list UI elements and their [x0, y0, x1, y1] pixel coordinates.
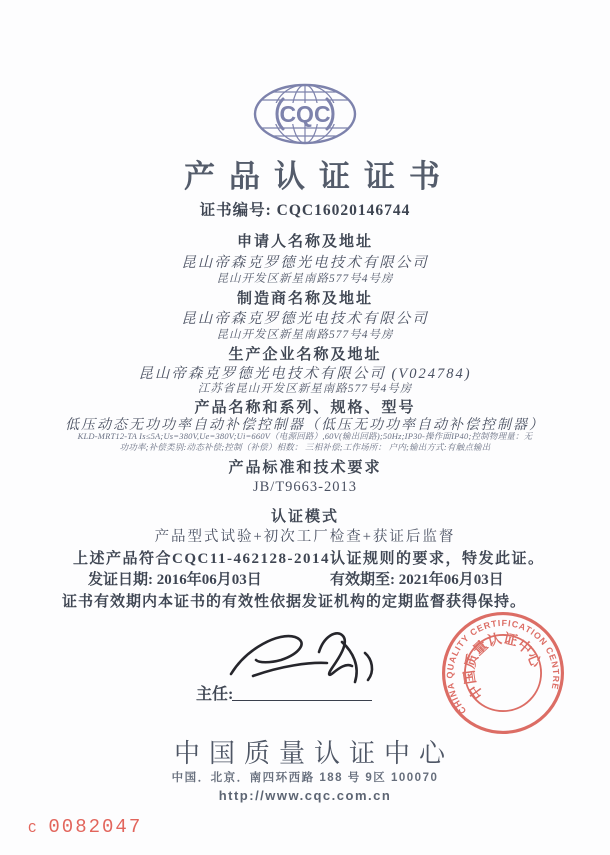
- applicant-heading: 申请人名称及地址: [236, 234, 373, 250]
- manufacturer-name: 昆山帝森克罗德光电技术有限公司: [181, 311, 429, 327]
- official-stamp: [438, 608, 568, 743]
- issuer-name: 中国质量认证中心: [173, 738, 454, 768]
- standard-value: JB/T9663-2013: [252, 479, 358, 495]
- date-row: [88, 568, 610, 589]
- issuer-address: 中国．北京．南四环西路 188 号 9区 100070: [171, 772, 439, 784]
- applicant-name: 昆山帝森克罗德光电技术有限公司: [181, 255, 429, 271]
- conformity-statement: 上述产品符合CQC11-462128-2014认证规则的要求，特发此证。: [73, 551, 545, 567]
- manufacturer-heading: 制造商名称及地址: [236, 291, 373, 307]
- cqc-globe-icon: [252, 82, 358, 146]
- signature-line: [232, 700, 372, 701]
- mode-value: 产品型式试验+初次工厂检查+获证后监督: [154, 529, 456, 545]
- product-spec-text: KLD-MRT12-TA Is≤5A;Us=380V,Ue=380V;Ui=660V（电源回路）,60V(输出回路);50Hz;IP30-操作面IP40;控制物理量：无功功率;补偿类别:动态补偿;控制（补偿）相数： 三相补偿;工作场所： 户内;输出方式:有触点输出: [77, 431, 533, 452]
- cqc-logo: [0, 82, 610, 151]
- applicant-address: 昆山开发区新星南路577号4号房: [216, 273, 394, 285]
- product-heading: 产品名称和系列、规格、型号: [194, 400, 416, 416]
- page-title: 产品认证证书: [184, 159, 454, 194]
- mode-heading: 认证模式: [270, 509, 339, 525]
- issue-date: 发证日期: 2016年06月03日: [88, 572, 262, 588]
- validity-note: 证书有效期内本证书的有效性依据发证机构的定期监督获得保持。: [62, 594, 527, 610]
- standard-heading: 产品标准和技术要求: [228, 460, 382, 476]
- issuer-website: http://www.cqc.com.cn: [218, 788, 392, 803]
- certificate-number: 证书编号: CQC16020146744: [199, 202, 411, 219]
- factory-address: 江苏省昆山开发区新星南路577号4号房: [197, 383, 413, 395]
- svg-text:中国质量认证中心: 中国质量认证中心: [462, 631, 543, 702]
- valid-until-date: 有效期至: 2021年06月03日: [330, 572, 504, 588]
- serial-digits: 0082047: [48, 816, 143, 838]
- stamp-seal-icon: [438, 608, 568, 738]
- serial-prefix: C: [28, 821, 39, 837]
- form-serial-number: [28, 816, 248, 838]
- svg-text:CHINA QUALITY CERTIFICATION: CHINA QUALITY CERTIFICATION CENTRE: [444, 617, 562, 716]
- product-name: 低压动态无功功率自动补偿控制器（低压无功功率自动补偿控制器）: [65, 418, 545, 433]
- factory-name: 昆山帝森克罗德光电技术有限公司 (V024784): [138, 366, 472, 382]
- svg-text:CQC: CQC: [279, 101, 331, 127]
- manufacturer-address: 昆山开发区新星南路577号4号房: [216, 329, 394, 341]
- factory-heading: 生产企业名称及地址: [228, 347, 382, 363]
- director-label: 主任:: [196, 686, 234, 703]
